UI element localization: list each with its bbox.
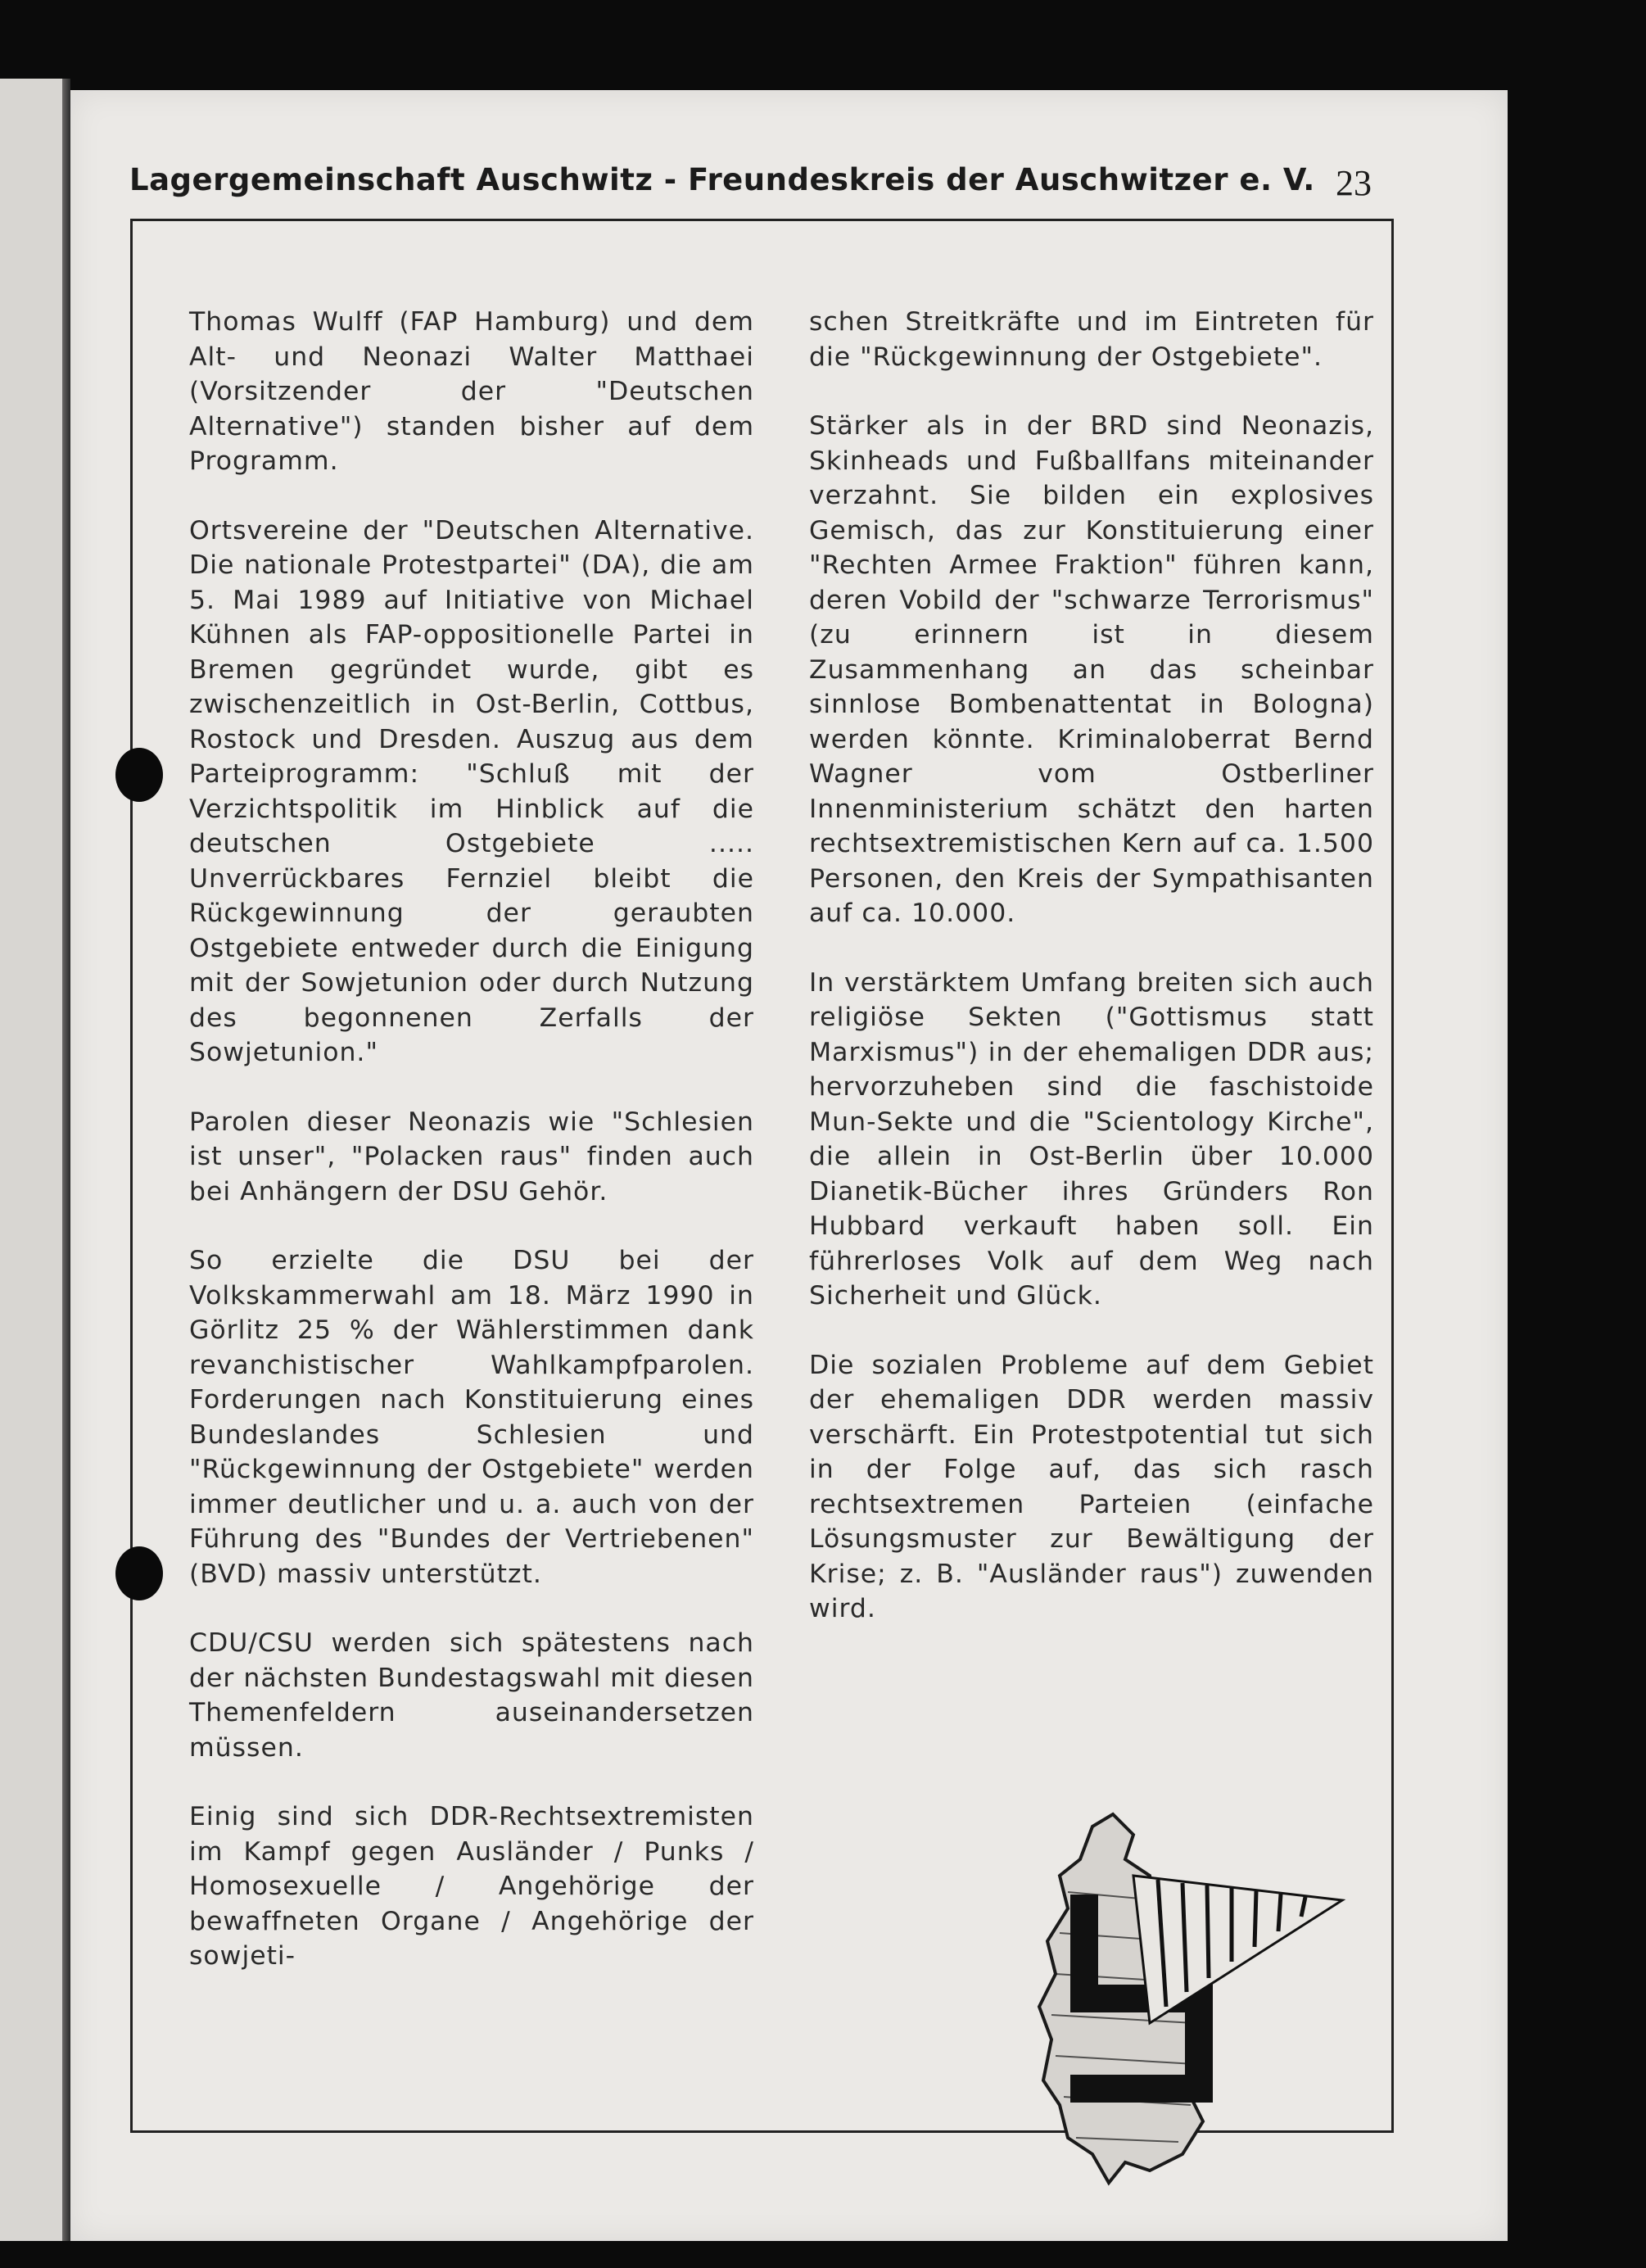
adjacent-page bbox=[0, 79, 62, 2241]
paragraph: So erzielte die DSU bei der Volkskammerwahl am 18. März 1990 in Görlitz 25 % der Wählerstimmen dank revanchistischer Wahlkampfparolen. Forderungen nach Konstituierung eines Bundeslandes Schlesien und "Rückgewinnung der Ostgebiete" werden immer deutlicher und u. a. auch von der Führung des "Bundes der Vertriebenen" (BVD) massiv unterstützt. bbox=[189, 1246, 754, 1589]
document-page bbox=[70, 90, 1508, 2241]
page-number: 23 bbox=[1336, 163, 1372, 203]
paragraph: Ortsvereine der "Deutschen Alternative. Die nationale Protestpartei" (DA), die am 5. Mai 1989 auf Initiative von Michael Kühnen als FAP-oppositionelle Partei in Bremen gegründet wurde, gibt es zwischenzeitlich in Ost-Berlin, Cottbus, Rostock und Dresden. Auszug aus dem Parteiprogramm: "Schluß mit der Verzichtspolitik im Hinblick auf die deutschen Ostgebiete ..... Unverrückbares Fernziel bleibt die Rückgewinnung der geraubten Ostgebiete entweder durch die Einigung mit der Sowjetunion oder durch Nutzung des begonnenen Zerfalls der Sowjetunion." bbox=[189, 515, 754, 1067]
paragraph: Die sozialen Probleme auf dem Gebiet der ehemaligen DDR werden massiv verschärft. Ein Protestpotential tut sich in der Folge auf, das sich rasch rechtsextremen Parteien (einfache Lösungsmuster zur Bewältigung der Krise; z. B. "Ausländer raus") zuwenden wird. bbox=[809, 1350, 1374, 1623]
paragraph: schen Streitkräfte und im Eintreten für die "Rückgewinnung der Ostgebiete". bbox=[809, 307, 1374, 372]
right-text-column bbox=[809, 305, 1374, 1661]
page-header-title: Lagergemeinschaft Auschwitz - Freundeskreis der Auschwitzer e. V. bbox=[129, 162, 1315, 197]
punch-hole-icon bbox=[115, 748, 163, 802]
paragraph: Thomas Wulff (FAP Hamburg) und dem Alt- und Neonazi Walter Matthaei (Vorsitzender der "Deutschen Alternative") standen bisher auf dem Programm. bbox=[189, 307, 754, 476]
page-spine-shadow bbox=[62, 79, 70, 2241]
paragraph: Einig sind sich DDR-Rechtsextremisten im Kampf gegen Ausländer / Punks / Homosexuelle / Angehörige der bewaffneten Organe / Angehörige der sowjeti- bbox=[189, 1802, 754, 1971]
paragraph: Parolen dieser Neonazis wie "Schlesien ist unser", "Polacken raus" finden auch bei Anhängern der DSU Gehör. bbox=[189, 1107, 754, 1206]
map-emblem-icon bbox=[1035, 1810, 1346, 2187]
left-text-column bbox=[189, 305, 754, 2008]
paragraph: In verstärktem Umfang breiten sich auch religiöse Sekten ("Gottismus statt Marxismus") in der ehemaligen DDR aus; hervorzuheben sind die faschistoide Mun-Sekte und die "Scientology Kirche", die allein in Ost-Berlin über 10.000 Dianetik-Bücher ihres Gründers Ron Hubbard verkauft haben soll. Ein führerloses Volk auf dem Weg nach Sicherheit und Glück. bbox=[809, 967, 1374, 1311]
punch-hole-icon bbox=[115, 1546, 163, 1600]
paragraph: CDU/CSU werden sich spätestens nach der nächsten Bundestagswahl mit diesen Themenfeldern auseinandersetzen müssen. bbox=[189, 1628, 754, 1763]
paragraph: Stärker als in der BRD sind Neonazis, Skinheads und Fußballfans miteinander verzahnt. Sie bilden ein explosives Gemisch, das zur Konstituierung einer "Rechten Armee Fraktion" führen kann, deren Vobild der "schwarze Terrorismus" (zu erinnern ist in diesem Zusammenhang an das scheinbar sinnlose Bombenattentat in Bologna) werden könnte. Kriminaloberrat Bernd Wagner vom Ostberliner Innenministerium schätzt den harten rechtsextremistischen Kern auf ca. 1.500 Personen, den Kreis der Sympathisanten auf ca. 10.000. bbox=[809, 411, 1374, 928]
